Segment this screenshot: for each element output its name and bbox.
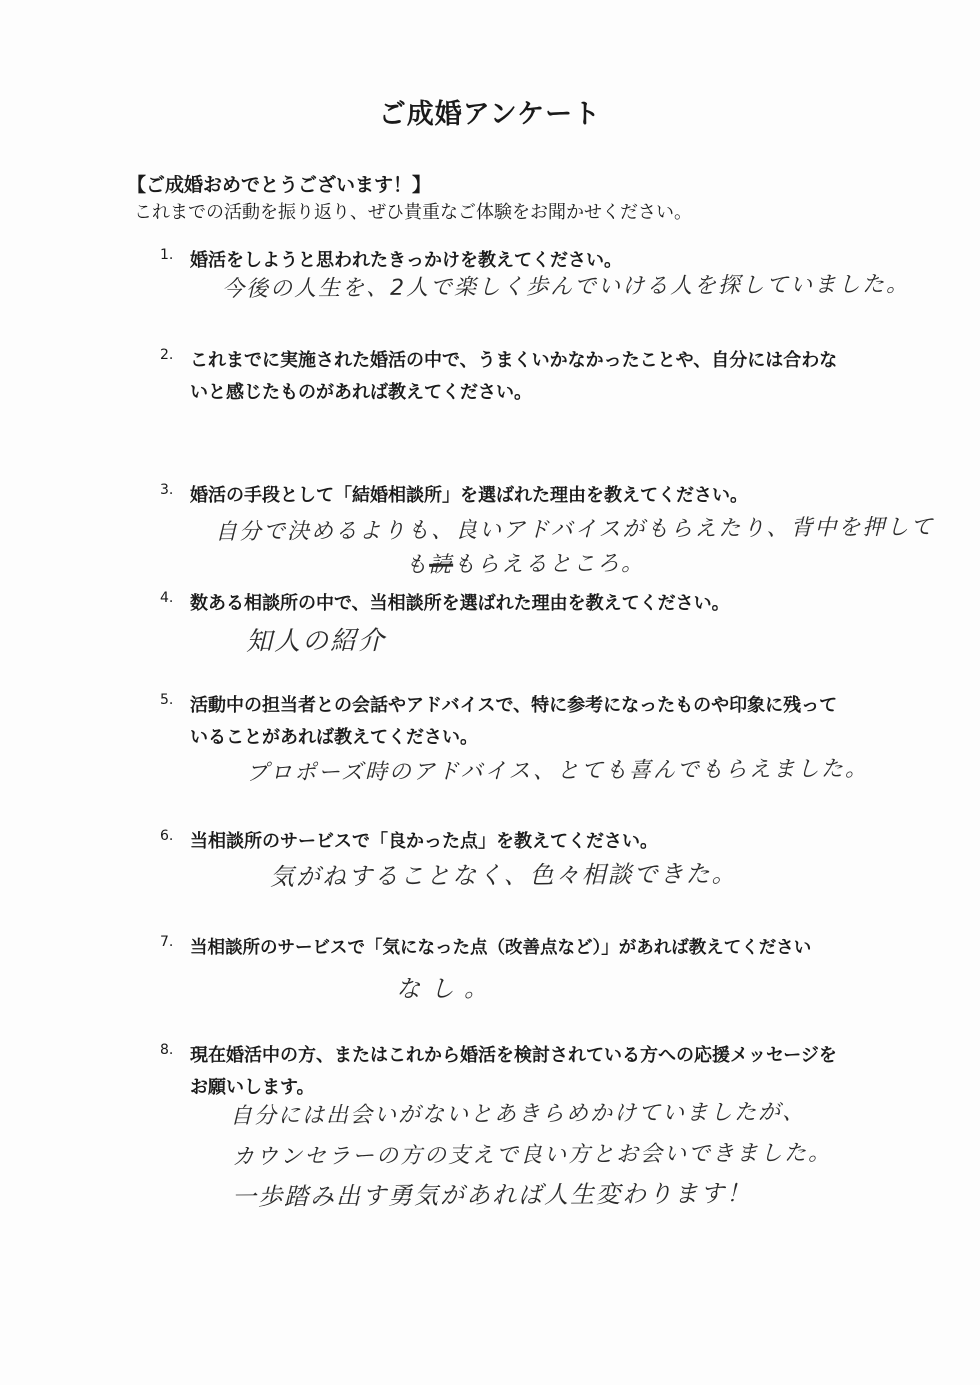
page-title: ご成婚アンケート (378, 99, 602, 130)
answer-5: プロポーズ時のアドバイス、とても喜んでもらえました。 (246, 756, 870, 786)
answer-4: 知人の紹介 (246, 626, 387, 657)
question-text: 婚活をしようと思われたきっかけを教えてください。 (190, 250, 622, 271)
question-text: 現在婚活中の方、またはこれから婚活を検討されている方への応援メッセージをお願いします。 (190, 1045, 837, 1098)
answer-3-prefix: も (405, 552, 430, 578)
answer-8-line-1: 自分には出会いがないとあきらめかけていましたが、 (230, 1099, 807, 1129)
question-text: これまでに実施された婚活の中で、うまくいかなかったことや、自分には合わないと感じたものがあれば教えてください。 (190, 350, 838, 403)
answer-3-rest: もらえるところ。 (453, 551, 646, 578)
question-number: 5. (160, 692, 174, 708)
answer-7: なし。 (396, 974, 499, 1003)
question-number: 3. (160, 482, 174, 498)
intro-heading: 【ご成婚おめでとうございます！】 (127, 174, 432, 196)
question-number: 2. (160, 347, 174, 363)
answer-1: 今後の人生を、2人で楽しく歩んでいける人を探していました。 (222, 272, 911, 302)
answer-3-line-2 (405, 547, 645, 583)
question-text: 活動中の担当者との会話やアドバイスで、特に参考になったものや印象に残っていることがあれば教えてください。 (190, 695, 838, 748)
question-number: 6. (160, 828, 174, 844)
answer-8-line-3: 一歩踏み出す勇気があれば人生変わります！ (232, 1179, 753, 1211)
question-text: 数ある相談所の中で、当相談所を選ばれた理由を教えてください。 (190, 593, 730, 614)
question-number: 1. (160, 247, 174, 263)
question-text: 当相談所のサービスで「気になった点（改善点など）」があれば教えてください (190, 938, 812, 958)
intro-text: これまでの活動を振り返り、ぜひ貴重なご体験をお聞かせください。 (134, 202, 692, 223)
crossed-out-text: 読 (429, 552, 454, 578)
question-number: 8. (160, 1042, 174, 1058)
question-text: 婚活の手段として「結婚相談所」を選ばれた理由を教えてください。 (190, 485, 748, 506)
question-text: 当相談所のサービスで「良かった点」を教えてください。 (190, 831, 658, 852)
question-number: 7. (160, 934, 174, 950)
answer-8-line-2: カウンセラーの方の支えで良い方とお会いできました。 (232, 1140, 833, 1170)
answer-6: 気がねすることなく、色々相談できた。 (270, 859, 738, 891)
question-number: 4. (160, 590, 174, 606)
answer-3-line-1: 自分で決めるよりも、良いアドバイスがもらえたり、背中を押して (215, 514, 935, 545)
